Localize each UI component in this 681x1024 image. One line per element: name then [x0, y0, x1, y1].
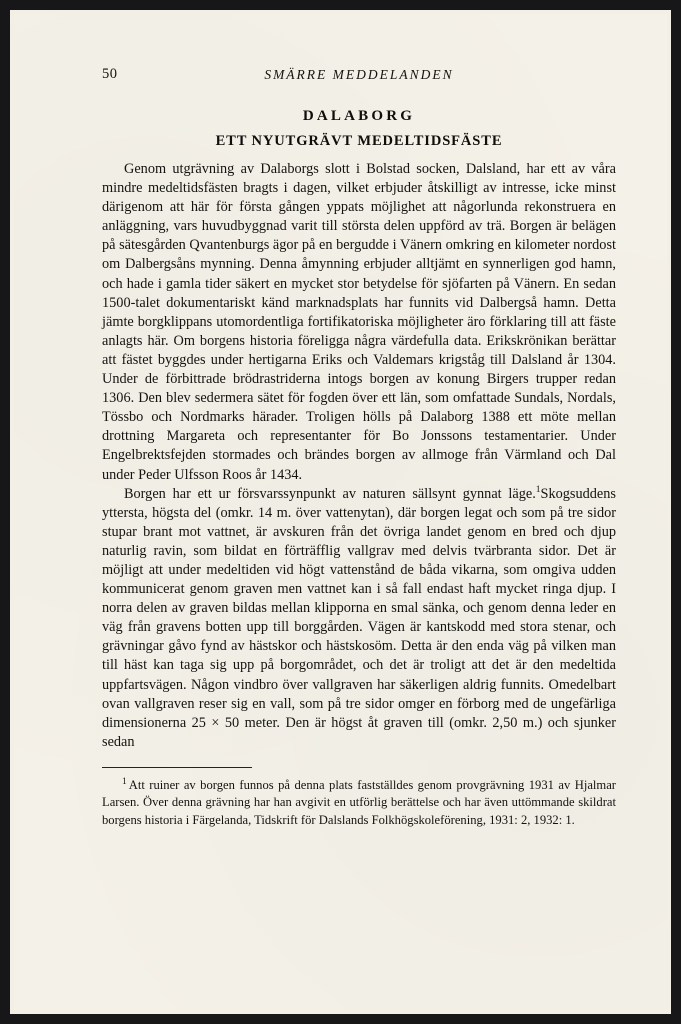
page-sheet — [14, 14, 667, 1010]
page-title: DALABORG — [302, 108, 416, 124]
footnote-marker: 1 — [122, 776, 127, 787]
footnote-divider — [102, 767, 252, 768]
text-block — [102, 66, 616, 829]
footnote-reference: 1 — [535, 484, 541, 495]
running-head-title: SMÄRRE MEDDELANDEN — [264, 67, 454, 82]
page-number: 50 — [102, 66, 118, 82]
running-head — [102, 66, 616, 86]
paragraph-2: Borgen har ett ur försvarssynpunkt av naturen sällsynt gynnat läge.$^1$Skogsuddens yttersta, högsta del (omkr. 14 m. över vattenytan), där borgen legat och som på tre sidor stupar brant mot vattnet, är avskuren från det övriga landet genom en bred och djup naturlig ravin, som bildat en förträfflig vallgrav med delvis tvärbranta sidor. Det är möjligt att under medeltiden vid högt vattenstånd de båda vikarna, som omgiva udden kommunicerat genom graven men vattnet kan i så fall endast haft mycket ringa djup. I norra delen av graven bildas mellan klipporna en smal sänka, och genom denna leder en väg från gravens botten upp till borggården. Vägen är kantskodd med stora stenar, och grävningar gåvo fynd av hästskor och hästskosöm. Detta är den enda väg på vilken man till häst kan taga sig upp på borgområdet, och det är troligt att det är den medeltida uppfartsvägen. Någon vindbro över vallgraven har säkerligen aldrig funnits. Omedelbart ovan vallgraven reser sig en vall, som på tre sidor omger en förborg med de ungefärliga dimensionerna 25 × 50 meter. Den är högst åt graven till (omkr. 2,50 m.) och sjunker sedan — [102, 484, 616, 750]
page-subtitle: ETT NYUTGRÄVT MEDELTIDSFÄSTE — [215, 133, 503, 149]
footnote — [102, 777, 616, 829]
paragraph-1: Genom utgrävning av Dalaborgs slott i Bolstad socken, Dalsland, har ett av våra mindre medeltidsfästen bragts i dagen, vilket erbjuder åtskilligt av intresse, icke minst därigenom att här för första gången yppats möjlighet att någorlunda rekonstruera en anläggning, vars huvudbyggnad varit till största delen uppförd av trä. Borgen är belägen på sätesgården Qvantenburgs ägor på en bergudde i Vänern omkring en kilometer nordost om Dalbergsåns mynning. Denna åmynning erbjuder alltjämt en synnerligen god hamn, och hade i gamla tider säkert en mycket stor betydelse för sjöfarten på Vänern. En sedan 1500-talet dokumentariskt känd marknadsplats har funnits vid Dalbergså hamn. Detta jämte borgklippans utomordentliga fortifikatoriska möjligheter äro förklaring till att fäste anlagts här. Om borgens historia föreligga några värdefulla data. Erikskrönikan berättar att fästet byggdes under hertigarna Eriks och Valdemars krigståg till Dalsland år 1304. Under de förbittrade brödrastriderna intogs borgen av konung Birgers trupper redan 1306. Den blev sedermera sätet för fogden över ett län, som omfattade Sundals, Nordals, Tössbo och Nordmarks härader. Troligen hölls på Dalaborg 1388 ett möte mellan drottning Margareta och representanter för Bo Jonssons testamentarier. Under Engelbrektsfejden stormades och brändes borgen av allmoge från Värmland och Dal under Peder Ulfsson Roos år 1434. — [102, 161, 616, 483]
footnote-text: Att ruiner av borgen funnos på denna plats fastställdes genom provgrävning 1931 av Hjalmar Larsen. Över denna grävning har han avgivit en utförlig berättelse och har även uttömmande skildrat borgens historia i Färgelanda, Tidskrift för Dalslands Folkhögskoleförening, 1931: 2, 1932: 1. — [102, 777, 616, 827]
